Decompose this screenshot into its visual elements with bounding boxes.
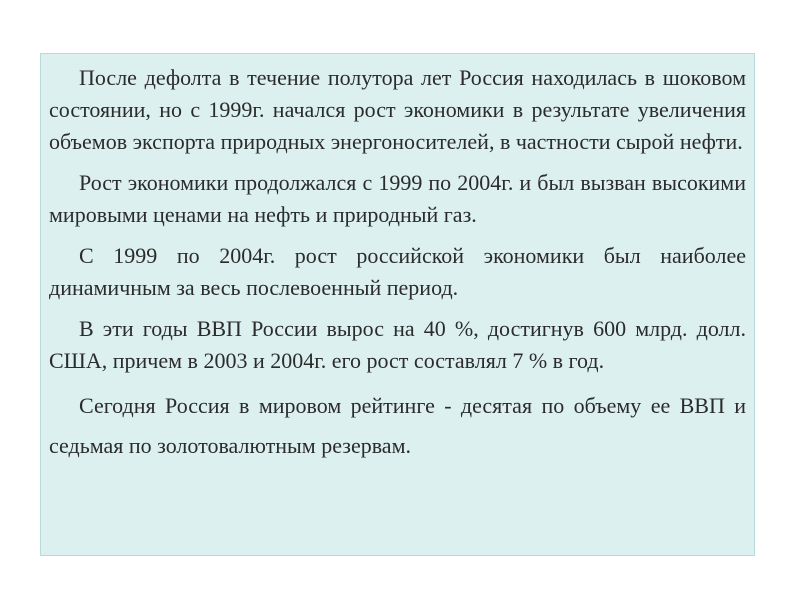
paragraph-default: После дефолта в течение полутора лет Россия находилась в шоковом состоянии, но с 1999г. начался рост экономики в результате увеличения объемов экспорта природных энергоносителей, в частности сырой нефти. (49, 65, 746, 154)
paragraph-dynamics: С 1999 по 2004г. рост российской экономики был наиболее динамичным за весь послевоенный период. (49, 243, 746, 300)
paragraph-growth: Рост экономики продолжался с 1999 по 2004г. и был вызван высокими мировыми ценами на нефть и природный газ. (49, 170, 746, 227)
paragraph-gdp: В эти годы ВВП России вырос на 40 %, достигнув 600 млрд. долл. США, причем в 2003 и 2004г. его рост составлял 7 % в год. (49, 316, 746, 373)
paragraph-ranking: Сегодня Россия в мировом рейтинге - десятая по объему ее ВВП и седьмая по золотовалютным резервам. (49, 393, 746, 458)
text-box (40, 53, 755, 556)
